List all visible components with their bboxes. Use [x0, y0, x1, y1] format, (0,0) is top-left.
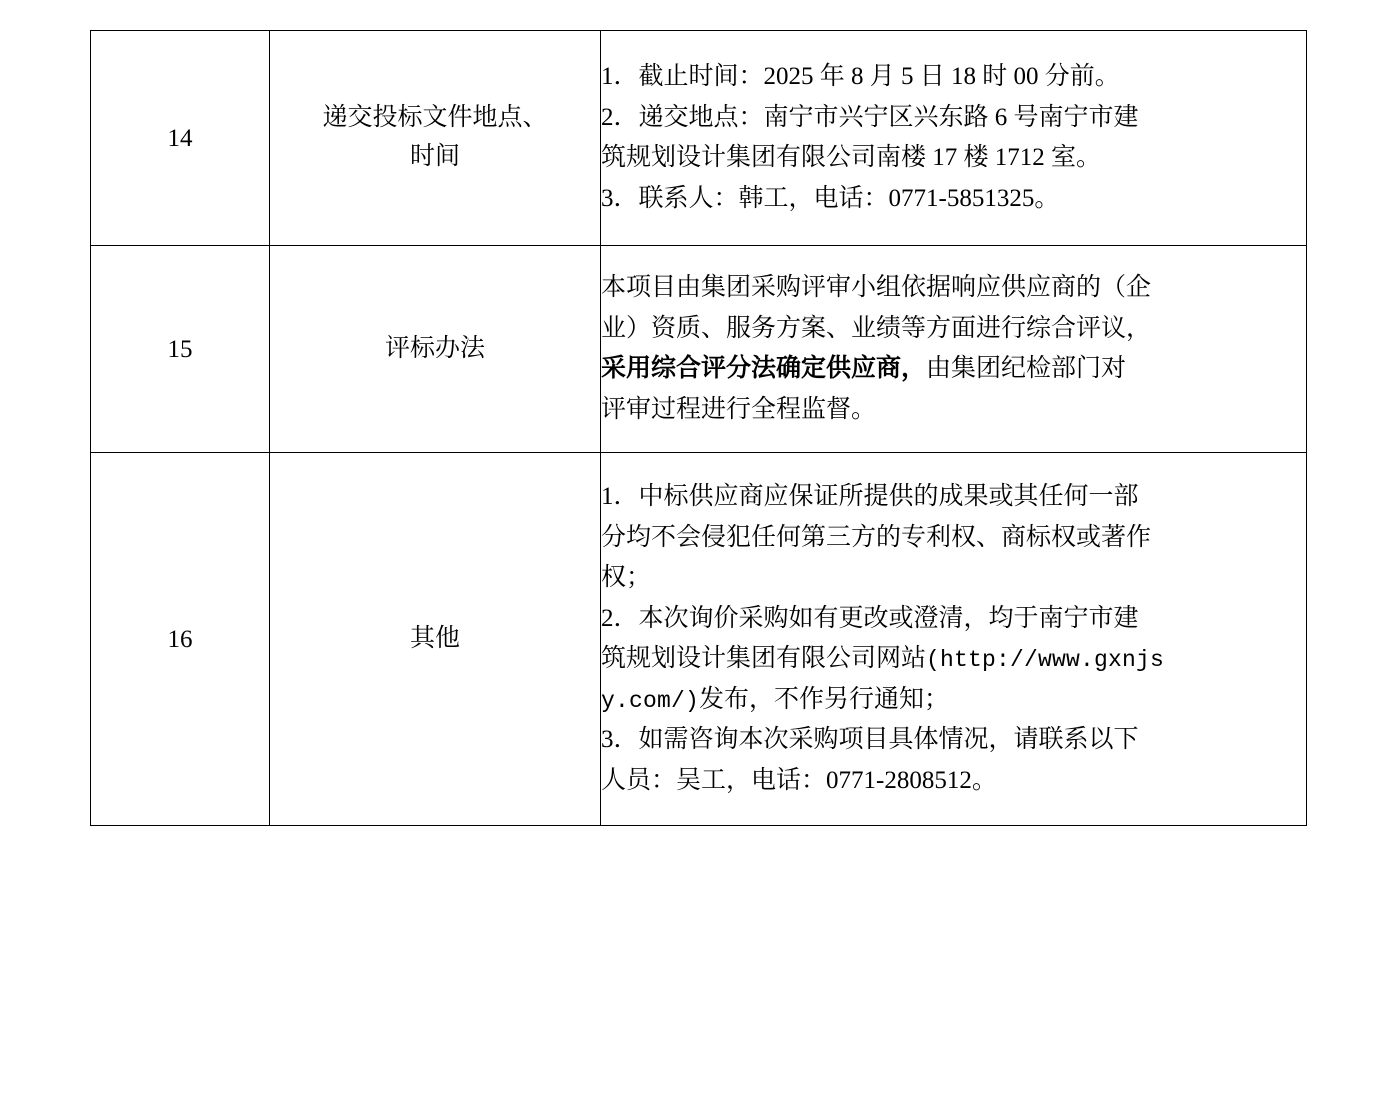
content-text: 由集团纪检部门对 — [926, 355, 1127, 382]
content-line: 1．截止时间：2025 年 8 月 5 日 18 时 00 分前。 — [601, 63, 1120, 90]
row-number-cell: 14 — [91, 31, 270, 246]
content-line: 权； — [601, 564, 652, 591]
content-line: 3．联系人：韩工，电话：0771-5851325。 — [601, 184, 1060, 212]
content-line: 业）资质、服务方案、业绩等方面进行综合评议， — [601, 314, 1152, 342]
content-line: 筑规划设计集团有限公司南楼 17 楼 1712 室。 — [601, 144, 1102, 171]
content-line: 2．递交地点：南宁市兴宁区兴东路 6 号南宁市建 — [601, 103, 1139, 131]
content-line: 3．如需咨询本次采购项目具体情况，请联系以下 — [601, 726, 1139, 753]
content-line-mixed — [601, 349, 1306, 390]
table-row — [91, 31, 1307, 246]
item-label-line: 其他 — [409, 624, 460, 652]
content-text: 发布，不作另行通知； — [699, 685, 950, 713]
row-number-cell: 15 — [91, 246, 270, 453]
content-line: 2．本次询价采购如有更改或澄清，均于南宁市建 — [601, 604, 1139, 632]
content-line: 本项目由集团采购评审小组依据响应供应商的（企 — [601, 274, 1152, 301]
requirements-table — [90, 30, 1307, 826]
item-label-line: 评标办法 — [384, 334, 485, 362]
content-line: 1．中标供应商应保证所提供的成果或其任何一部 — [601, 483, 1139, 510]
website-url-cont: y.com/) — [601, 687, 700, 714]
row-content-cell — [601, 31, 1307, 246]
content-text: 筑规划设计集团有限公司网站 — [601, 645, 927, 672]
content-line: 人员：吴工，电话：0771-2808512。 — [601, 766, 997, 794]
row-item-cell — [270, 453, 601, 826]
content-line-mixed — [601, 680, 1306, 721]
table-row — [91, 453, 1307, 826]
content-line: 评审过程进行全程监督。 — [601, 395, 877, 423]
row-content-cell — [601, 453, 1307, 826]
table-row — [91, 246, 1307, 453]
item-label-line: 时间 — [409, 143, 460, 170]
content-emphasis: 采用综合评分法确定供应商， — [601, 355, 927, 382]
content-line: 分均不会侵犯任何第三方的专利权、商标权或著作 — [601, 523, 1152, 551]
item-label-line: 递交投标文件地点、 — [322, 104, 548, 132]
row-item-cell — [270, 31, 601, 246]
website-url: (http://www.gxnjs — [926, 647, 1165, 673]
row-item-cell — [270, 246, 601, 453]
row-number-cell: 16 — [91, 453, 270, 826]
row-content-cell — [601, 246, 1307, 453]
content-line-mixed — [601, 639, 1306, 680]
